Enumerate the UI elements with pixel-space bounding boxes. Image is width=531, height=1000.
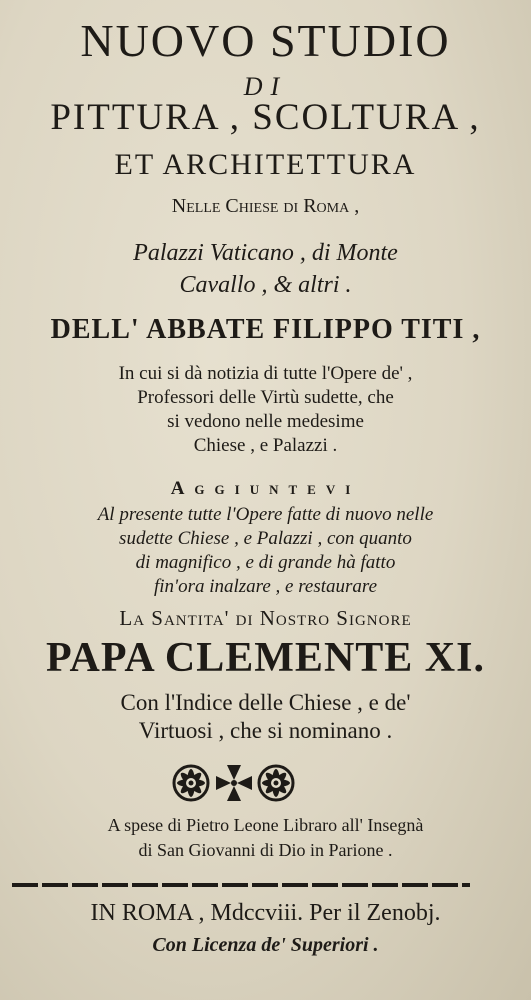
title-di: DI (243, 72, 288, 101)
decorative-rule (0, 878, 531, 892)
additions-line: sudette Chiese , e Palazzi , con quanto (119, 528, 412, 549)
santita-line: La Santita' di Nostro Signore (119, 606, 412, 630)
aggiuntevi-heading: Aggiuntevi (170, 478, 361, 499)
rosette-icon (259, 766, 293, 800)
description-line: Chiese , e Palazzi . (193, 435, 338, 456)
subtitle-chiese: Nelle Chiese di Roma , (171, 195, 360, 217)
author-line: DELL' ABBATE FILIPPO TITI , (50, 314, 481, 345)
publisher-line: A spese di Pietro Leone Libraro all' Insegnà (107, 815, 424, 835)
rosette-icon (174, 766, 208, 800)
description-line: Professori delle Virtù sudette, che (137, 387, 394, 408)
description-line: si vedono nelle medesime (167, 411, 364, 432)
publisher-line: di San Giovanni di Dio in Parione . (138, 840, 393, 860)
indice-line: Con l'Indice delle Chiese , e de' (120, 690, 411, 715)
pope-name: PAPA CLEMENTE XI. (46, 635, 485, 681)
printer-ornament (0, 760, 531, 806)
maltese-cross-icon (216, 765, 252, 801)
palazzi-line-2: Cavallo , & altri . (179, 272, 352, 298)
title-line-1: NUOVO STUDIO (80, 15, 451, 66)
license-line: Con Licenza de' Superiori . (152, 934, 379, 956)
indice-line: Virtuosi , che si nominano . (138, 718, 393, 743)
title-line-2: PITTURA , SCOLTURA , (50, 97, 481, 138)
additions-line: Al presente tutte l'Opere fatte di nuovo nelle (97, 504, 434, 525)
additions-line: di magnifico , e di grande hà fatto (135, 552, 396, 573)
palazzi-line-1: Palazzi Vaticano , di Monte (133, 240, 398, 266)
imprint-line: IN ROMA , Mdccviii. Per il Zenobj. (90, 900, 441, 926)
additions-line: fin'ora inalzare , e restaurare (153, 576, 378, 597)
description-line: In cui si dà notizia di tutte l'Opere de' , (118, 363, 413, 384)
title-line-3: ET ARCHITETTURA (114, 148, 417, 181)
